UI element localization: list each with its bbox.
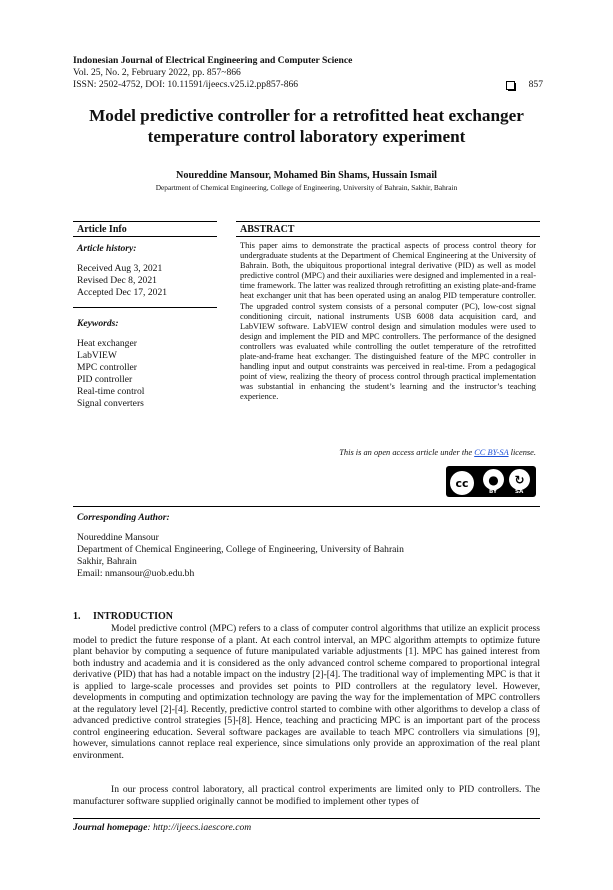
divider [73,221,217,222]
keyword-item: Real-time control [77,386,145,397]
author-email: Email: nmansour@uob.edu.bh [77,568,195,579]
paragraph-text: Model predictive control (MPC) refers to a class of computer control algorithms that utilize an explicit process model to predict the future response of a plant. At each control interval, an MPC algorithm attempts to optimize future plant behavior by computing a sequence of future manipulated variable adjustments [1]. MPC has gained interest from both industry and academia and it is considered as the only advanced control scheme compared to proportional integral derivative (PID) that has had a notable impact on the industry [2]-[4]. The traditional way of implementing MPC is that it is applied to large-scale processes and provides set points to PID controllers at the regulatory level. However, developments in computing and optimization technology are paving the way for the implementation of MPC controllers at the regulatory level [2]-[4]. Recently, predictive control started to combine with other algorithms to develop a class of advanced predictive control strategies [5]-[8]. Hence, teaching and practicing MPC is an important part of the process control engineering education. Several software packages are available to teach MPC controllers via simulations [9], however, simulations cannot replace real experience, since simulations only provide an approximation of the real plant environment. [73,623,540,762]
corresponding-author [77,512,404,580]
abstract-heading: ABSTRACT [240,224,295,235]
author-name: Noureddine Mansour [77,532,159,543]
title-line: temperature control laboratory experiment [147,127,466,146]
footer-divider [73,818,540,819]
intro-paragraph [73,784,540,807]
revised-date: Revised Dec 8, 2021 [77,275,157,286]
oa-prefix: This is an open access article under the [339,448,475,457]
page-number: 857 [528,79,543,90]
square-icon [506,81,515,90]
keyword-item: Heat exchanger [77,338,137,349]
keywords-label: Keywords: [77,318,119,329]
divider [73,506,540,507]
open-access-note [240,448,536,457]
intro-paragraph [73,623,540,762]
keyword-item: PID controller [77,374,133,385]
abstract-text: This paper aims to demonstrate the practical aspects of process control theory for undergraduate students at the Department of Chemical Engineering at the University of Bahrain. Both, the ubiquitous proportional integral derivative (PID) as well as model predictive control (MPC) and their auxiliaries were designed and implemented in a real-time framework. The latter was realized through retrofitting an existing plate-and-frame heat exchanger unit that has been operated using an analog PID temperature controller. The upgraded control system consists of a personal computer (PC), low-cost signal conditioning circuit, national instruments USB 6008 data acquisition card, and LabVIEW software. LabVIEW control design and simulation modules were used to design and implement the PID and MPC controllers. The performance of the designed controllers was evaluated while controlling the outlet temperature of the retrofitted plate-and-frame heat exchanger. The distinguished feature of the MPC controller in handling input and output constraints was perceived in real-time. From a pedagogical point of view, realizing the theory of process control through practical implementation was substantial in enhancing the student’s learning and the instructor’s teaching experience. [240,241,536,402]
sa-label: SA [515,489,524,495]
keywords-section [77,318,144,410]
keyword-item: Signal converters [77,398,144,409]
author-city: Sakhir, Bahrain [77,556,137,567]
article-history [77,243,167,299]
section-heading: 1. INTRODUCTION [73,611,174,622]
history-label: Article history: [77,243,137,254]
keyword-item: MPC controller [77,362,137,373]
journal-homepage [73,822,251,833]
received-date: Received Aug 3, 2021 [77,263,163,274]
divider [73,236,217,237]
share-alike-icon: ↻ [509,469,530,490]
affiliation: Department of Chemical Engineering, College of Engineering, University of Bahrain, Sakhir, Bahrain [155,183,458,192]
cc-icon: cc [450,471,474,495]
journal-name: Indonesian Journal of Electrical Engineering and Computer Science [73,55,353,66]
divider [73,307,217,308]
divider [236,221,540,222]
divider [236,236,540,237]
by-label: BY [489,489,498,495]
issn-line: ISSN: 2502-4752, DOI: 10.11591/ijeecs.v25.i2.pp857-866 [73,79,299,90]
title-line: Model predictive controller for a retrofitted heat exchanger [89,106,524,125]
homepage-label: Journal homepage [73,822,148,833]
article-info-heading: Article Info [77,224,127,235]
volume-line: Vol. 25, No. 2, February 2022, pp. 857~866 [73,67,241,78]
paper-title [73,105,540,147]
homepage-url[interactable]: : http://ijeecs.iaescore.com [147,822,252,833]
keyword-item: LabVIEW [77,350,117,361]
accepted-date: Accepted Dec 17, 2021 [77,287,168,298]
authors: Noureddine Mansour, Mohamed Bin Shams, Hussain Ismail [176,170,437,181]
paragraph-text: In our process control laboratory, all practical control experiments are limited only to PID controllers. The manufacturer software supplied originally cannot be modified to implement other types of [73,784,540,807]
author-dept: Department of Chemical Engineering, College of Engineering, University of Bahrain [77,544,404,555]
license-link[interactable]: CC BY-SA [474,448,509,457]
cc-by-sa-logo[interactable] [446,466,536,497]
page-marker [506,79,543,91]
journal-header [73,55,543,91]
person-icon: ● [483,469,504,490]
corresponding-label: Corresponding Author: [77,512,170,523]
oa-suffix: license. [508,448,536,457]
